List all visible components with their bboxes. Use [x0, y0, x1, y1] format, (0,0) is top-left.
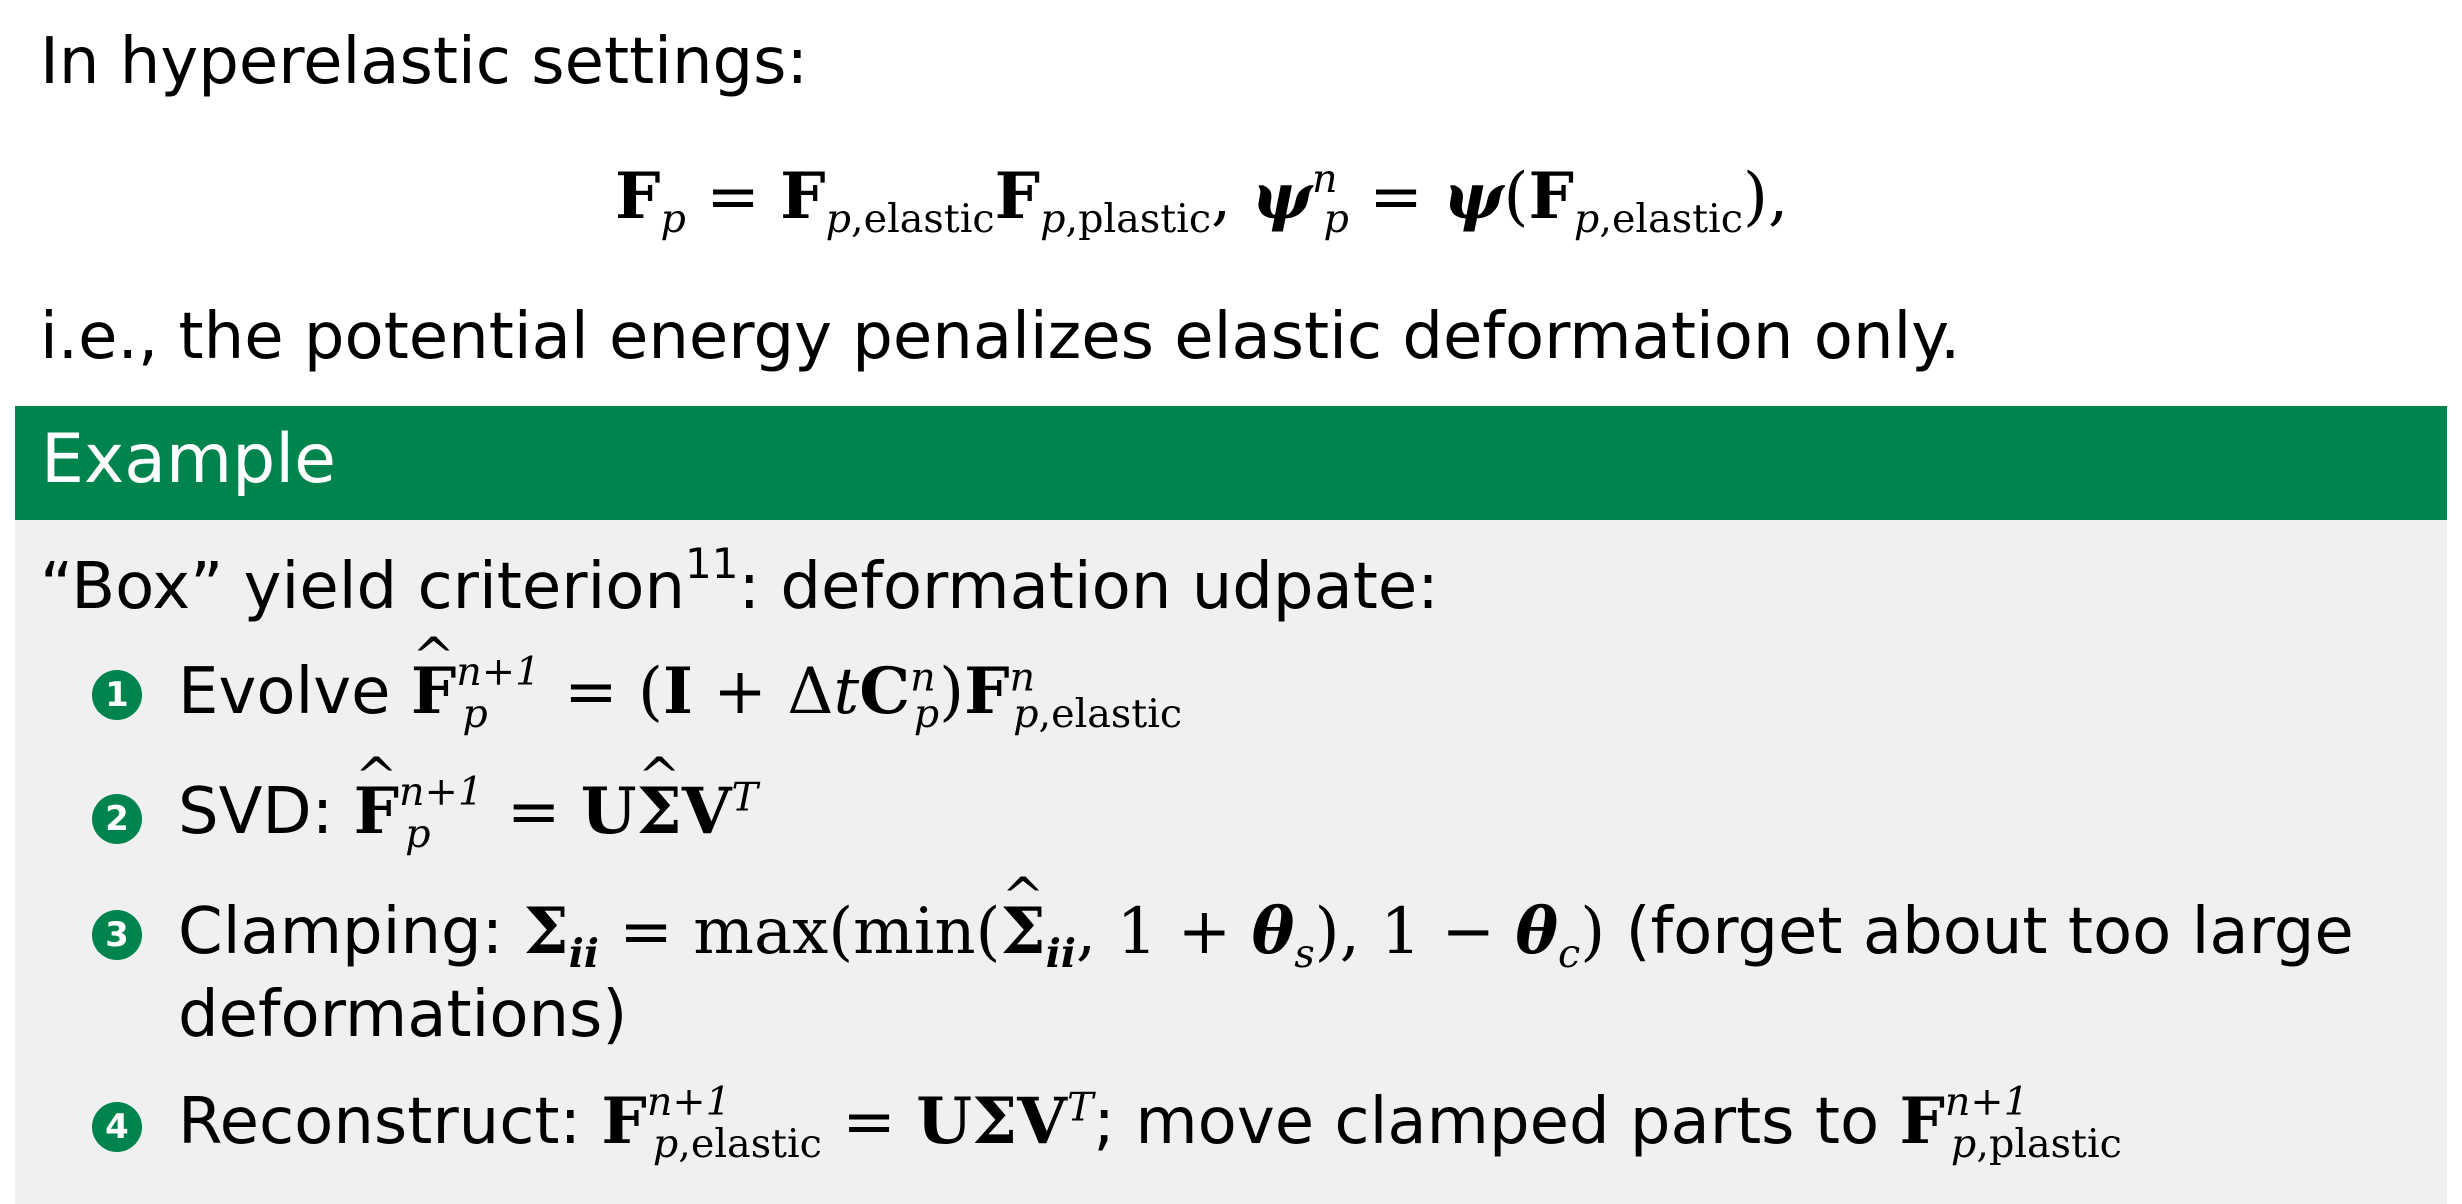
- example-block-title: Example: [41, 420, 337, 499]
- item-1-bullet: 1: [92, 670, 142, 720]
- item-2-bullet: 2: [92, 794, 142, 844]
- example-block-header: [15, 406, 2447, 520]
- item-2-line: SVD: ^ $F^{n+1}_p$ = U^ $\Sigma V^T$: [178, 780, 758, 844]
- item-4-line: Reconstruct: $F^{n+1}_{p,elastic} = U\Sigma V^T$; move clamped parts to $F^{n+1}_{p,plastic}$: [178, 1078, 2122, 1167]
- explanation-text: i.e., the potential energy penalizes elastic deformation only.: [40, 300, 1961, 374]
- intro-text: In hyperelastic settings:: [40, 25, 809, 99]
- item-4-bullet: 4: [92, 1102, 142, 1152]
- block-lead: “Box” yield criterion$^{11}$: deformation udpate:: [40, 538, 1439, 624]
- item-1-line: Evolve ^ $F^{n+1}_p = (I + \Delta tC^n_p)F^n_{p,elastic}$: [178, 660, 1182, 724]
- main-equation: $F_p = F_{p,elastic}F_{p,plastic}$, $\psi^n_p = \psi(F_{p,elastic})$,: [615, 155, 1789, 242]
- item-3-line: Clamping: $\Sigma_{ii}$ = max(min(^ $\Sigma_{ii}$, $1 + \theta_s$), $1 - \theta_c$) (forget about too large: [178, 900, 2354, 964]
- item-3-continuation: deformations): [178, 978, 628, 1052]
- eq-F-symbol: F: [615, 159, 661, 234]
- item-3-bullet: 3: [92, 910, 142, 960]
